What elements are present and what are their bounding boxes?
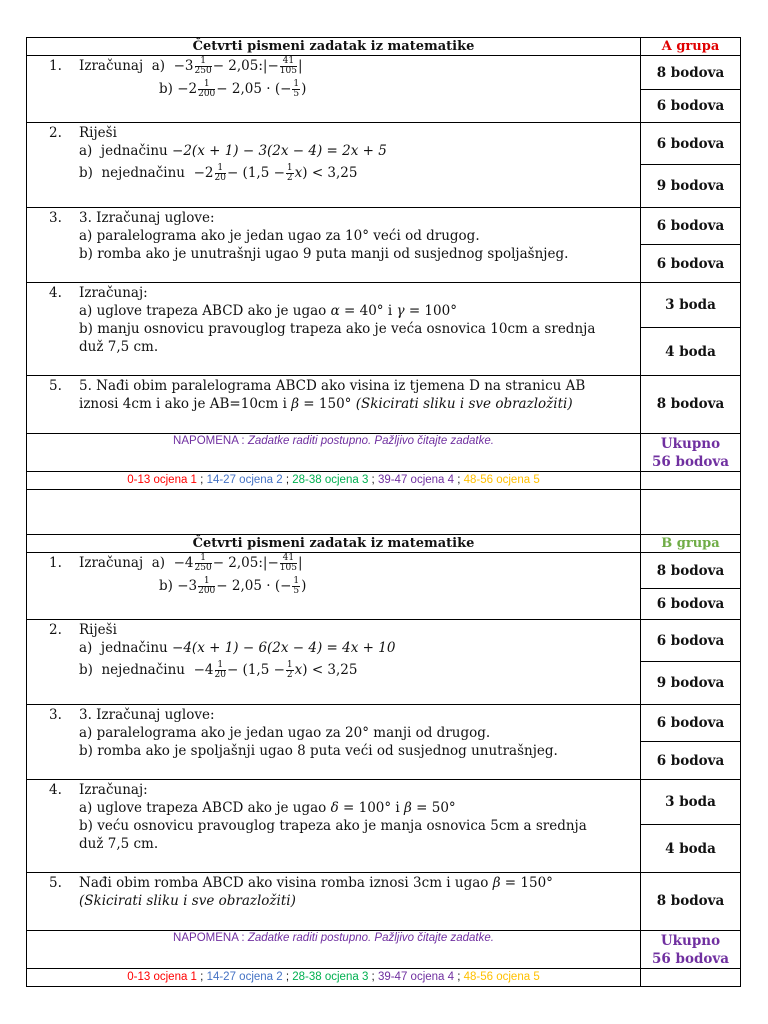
task-line: b) −3 $\frac{1}{200}$ − 2,05 · (− $\frac{1}{5}$ ) <box>159 576 307 596</box>
task-1 <box>27 56 641 123</box>
points: 6 bodova <box>656 632 725 649</box>
grades-row <box>27 969 741 987</box>
points: 4 boda <box>641 327 740 375</box>
task-4 <box>27 283 641 376</box>
empty-cell <box>27 490 641 535</box>
task-line: 2. Riješi <box>49 125 117 141</box>
empty-cell <box>641 472 741 490</box>
points: 6 bodova <box>656 135 725 152</box>
grade-2: 14-27 ocjena 2 <box>206 474 283 486</box>
points: 6 bodova <box>656 218 725 234</box>
task-line: (Skicirati sliku i sve obrazložiti) <box>79 893 296 909</box>
task-row <box>27 705 741 780</box>
task-row <box>27 376 741 434</box>
points: 4 boda <box>641 824 740 872</box>
total-label: Ukupno <box>660 933 721 949</box>
task-line: b) romba ako je spoljašnji ugao 8 puta veći od susjednog unutrašnjeg. <box>79 743 558 759</box>
total-points: 56 bodova <box>652 454 729 470</box>
grade-5: 48-56 ocjena 5 <box>463 474 540 486</box>
task-line: 3. 3. Izračunaj uglove: <box>49 707 215 723</box>
points: 6 bodova <box>641 244 740 282</box>
points: 6 bodova <box>641 588 740 619</box>
empty-cell <box>641 969 741 987</box>
task-line: 2. Riješi <box>49 622 117 638</box>
grade-1: 0-13 ocjena 1 <box>127 971 197 983</box>
group-label: B grupa <box>641 535 741 553</box>
points: 8 bodova <box>656 396 725 412</box>
task-line: 5. 5. Nađi obim paralelograma ABCD ako visina iz tjemena D na stranicu AB <box>49 378 586 394</box>
task-1 <box>27 553 641 620</box>
task-2 <box>27 123 641 208</box>
task-row <box>27 620 741 705</box>
task-row <box>27 553 741 620</box>
total-label: Ukupno <box>660 436 721 452</box>
points: 3 boda <box>665 297 716 313</box>
total-cell <box>641 434 741 472</box>
points-cell <box>641 873 741 931</box>
points-cell <box>641 620 741 705</box>
total-points: 56 bodova <box>652 951 729 967</box>
points: 9 bodova <box>641 661 740 704</box>
exam-title: Četvrti pismeni zadatak iz matematike <box>27 535 641 553</box>
points: 8 bodova <box>656 64 725 81</box>
points: 6 bodova <box>641 741 740 779</box>
grade-3: 28-38 ocjena 3 <box>292 971 369 983</box>
grade-3: 28-38 ocjena 3 <box>292 474 369 486</box>
task-5 <box>27 376 641 434</box>
exam-sheet <box>26 37 740 987</box>
spacer-row <box>27 490 741 535</box>
exam-table <box>26 37 741 987</box>
total-cell <box>641 931 741 969</box>
task-line: 1. Izračunaj a) −4 $\frac{1}{250}$ − 2,05:|− $\frac{41}{105}$ | <box>49 553 303 573</box>
grade-4: 39-47 ocjena 4 <box>377 474 455 486</box>
task-row <box>27 56 741 123</box>
task-line: a) paralelograma ako je jedan ugao za 20° manji od drugog. <box>79 725 491 741</box>
task-row <box>27 873 741 931</box>
task-row <box>27 283 741 376</box>
points-cell <box>641 123 741 208</box>
task-line: a) paralelograma ako je jedan ugao za 10° veći od drugog. <box>79 228 480 244</box>
grade-4: 39-47 ocjena 4 <box>377 971 455 983</box>
exam-title: Četvrti pismeni zadatak iz matematike <box>27 38 641 56</box>
grades-row <box>27 472 741 490</box>
task-row <box>27 123 741 208</box>
task-line: b) romba ako je unutrašnji ugao 9 puta manji od susjednog spoljašnjeg. <box>79 246 569 262</box>
points-cell <box>641 705 741 780</box>
task-line: duž 7,5 cm. <box>79 836 159 852</box>
points: 8 bodova <box>656 562 725 579</box>
task-5 <box>27 873 641 931</box>
task-4 <box>27 780 641 873</box>
points: 3 boda <box>665 794 716 810</box>
points-cell <box>641 780 741 873</box>
points-cell <box>641 208 741 283</box>
task-line: 4. Izračunaj: <box>49 782 148 798</box>
note: NAPOMENA : Zadatke raditi postupno. Pažljivo čitajte zadatke. <box>27 434 641 472</box>
note-row <box>27 434 741 472</box>
grade-5: 48-56 ocjena 5 <box>463 971 540 983</box>
grade-1: 0-13 ocjena 1 <box>127 474 197 486</box>
task-line: 5. Nađi obim romba ABCD ako visina romba iznosi 3cm i ugao β = 150° <box>49 875 553 891</box>
task-line: duž 7,5 cm. <box>79 339 159 355</box>
task-3 <box>27 208 641 283</box>
points: 9 bodova <box>641 164 740 207</box>
points: 6 bodova <box>641 89 740 122</box>
task-line: b) nejednačinu −2 $\frac{1}{20}$ − (1,5 − $\frac{1}{2}$ x) < 3,25 <box>79 163 358 183</box>
task-line: 4. Izračunaj: <box>49 285 148 301</box>
grade-scale: 0-13 ocjena 1 ; 14-27 ocjena 2 ; 28-38 ocjena 3 ; 39-47 ocjena 4 ; 48-56 ocjena 5 <box>27 969 641 987</box>
grade-scale: 0-13 ocjena 1 ; 14-27 ocjena 2 ; 28-38 ocjena 3 ; 39-47 ocjena 4 ; 48-56 ocjena 5 <box>27 472 641 490</box>
task-line: a) uglove trapeza ABCD ako je ugao α = 40° i γ = 100° <box>79 303 457 319</box>
header-row-a <box>27 38 741 56</box>
task-line: 3. 3. Izračunaj uglove: <box>49 210 215 226</box>
task-line: a) uglove trapeza ABCD ako je ugao δ = 100° i β = 50° <box>79 800 456 816</box>
task-line: b) veću osnovicu pravouglog trapeza ako je manja osnovica 5cm a srednja <box>79 818 587 834</box>
header-row-b <box>27 535 741 553</box>
empty-cell <box>641 490 741 535</box>
task-row <box>27 780 741 873</box>
points-cell <box>641 376 741 434</box>
note-row <box>27 931 741 969</box>
task-line: a) jednačinu −4(x + 1) − 6(2x − 4) = 4x + 10 <box>79 640 396 656</box>
grade-2: 14-27 ocjena 2 <box>206 971 283 983</box>
group-label: A grupa <box>641 38 741 56</box>
task-2 <box>27 620 641 705</box>
points: 8 bodova <box>656 893 725 909</box>
points-cell <box>641 553 741 620</box>
points-cell <box>641 56 741 123</box>
task-line: b) −2 $\frac{1}{200}$ − 2,05 · (− $\frac{1}{5}$ ) <box>159 79 307 99</box>
points-cell <box>641 283 741 376</box>
points: 6 bodova <box>656 715 725 731</box>
task-line: iznosi 4cm i ako je AB=10cm i β = 150° (Skicirati sliku i sve obrazložiti) <box>79 396 573 412</box>
task-row <box>27 208 741 283</box>
task-3 <box>27 705 641 780</box>
task-line: a) jednačinu −2(x + 1) − 3(2x − 4) = 2x + 5 <box>79 143 387 159</box>
note: NAPOMENA : Zadatke raditi postupno. Pažljivo čitajte zadatke. <box>27 931 641 969</box>
task-line: b) manju osnovicu pravouglog trapeza ako je veća osnovica 10cm a srednja <box>79 321 596 337</box>
task-line: b) nejednačinu −4 $\frac{1}{20}$ − (1,5 − $\frac{1}{2}$ x) < 3,25 <box>79 660 358 680</box>
task-line: 1. Izračunaj a) −3 $\frac{1}{250}$ − 2,05:|− $\frac{41}{105}$ | <box>49 56 303 76</box>
